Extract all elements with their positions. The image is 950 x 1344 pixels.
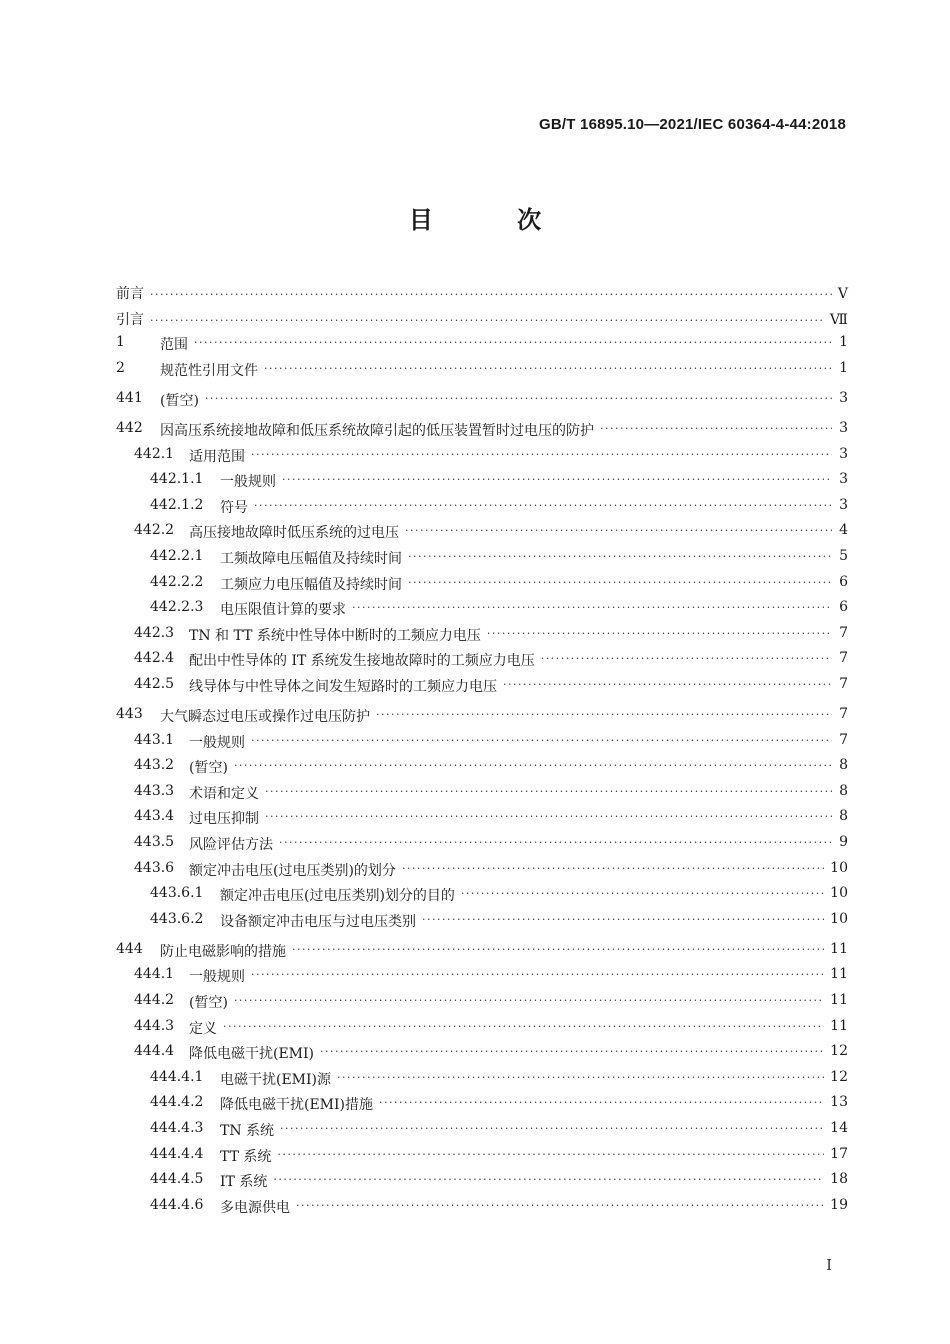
dot-leader xyxy=(194,336,832,349)
toc-entry[interactable] xyxy=(116,334,848,360)
toc-entry-text: 一般规则 xyxy=(189,969,245,986)
toc-entry-text: IT 系统 xyxy=(220,1174,268,1191)
dot-leader xyxy=(379,1096,824,1109)
toc-entry-label xyxy=(116,885,455,905)
toc-entry-number: 441 xyxy=(116,389,143,406)
toc-entry[interactable] xyxy=(116,885,848,911)
toc-entry-label xyxy=(116,757,228,777)
toc-entry-label xyxy=(116,676,497,696)
toc-entry-label xyxy=(116,783,259,803)
table-of-contents xyxy=(116,283,848,1222)
toc-entry[interactable] xyxy=(116,676,848,702)
toc-entry-text: 电磁干扰(EMI)源 xyxy=(220,1071,332,1088)
toc-entry-number: 442.3 xyxy=(134,624,175,641)
toc-entry[interactable] xyxy=(116,650,848,676)
toc-entry[interactable] xyxy=(116,420,848,446)
toc-entry[interactable] xyxy=(116,1120,848,1146)
dot-leader xyxy=(282,473,832,486)
toc-entry-page: 7 xyxy=(839,731,848,748)
dot-leader xyxy=(150,288,832,301)
toc-entry-page: 12 xyxy=(830,1043,848,1060)
toc-entry-number: 444.4 xyxy=(134,1043,175,1060)
toc-entry-text: 配出中性导体的 IT 系统发生接地故障时的工频应力电压 xyxy=(189,653,535,670)
dot-leader xyxy=(254,499,832,512)
toc-entry[interactable] xyxy=(116,360,848,386)
toc-entry-text: (暂空) xyxy=(189,995,228,1012)
toc-entry-label xyxy=(116,1120,274,1140)
toc-entry-page: 14 xyxy=(830,1120,848,1136)
toc-entry[interactable] xyxy=(116,757,848,783)
toc-entry-page: 7 xyxy=(839,706,848,722)
toc-entry[interactable] xyxy=(116,497,848,523)
toc-entry-page: V xyxy=(837,286,848,302)
toc-entry[interactable] xyxy=(116,1146,848,1172)
dot-leader xyxy=(408,550,832,563)
toc-entry-label xyxy=(116,360,258,380)
dot-leader xyxy=(265,785,832,798)
toc-entry-label xyxy=(116,860,396,880)
toc-entry-page: 8 xyxy=(839,757,848,774)
dot-leader xyxy=(541,652,832,665)
toc-entry-page: 3 xyxy=(839,419,848,436)
toc-entry-label xyxy=(116,522,399,542)
toc-entry[interactable] xyxy=(116,834,848,860)
toc-entry-text: 前言 xyxy=(116,286,144,302)
toc-entry[interactable] xyxy=(116,283,848,309)
toc-entry-number: 443.1 xyxy=(134,731,175,748)
toc-entry-number: 444.3 xyxy=(134,1017,175,1034)
toc-entry-page: 4 xyxy=(839,522,848,539)
toc-entry[interactable] xyxy=(116,1197,848,1223)
toc-entry-text: 符号 xyxy=(220,499,248,516)
toc-entry-number: 444 xyxy=(116,940,143,957)
dot-leader xyxy=(251,968,824,981)
toc-entry-text: 多电源供电 xyxy=(220,1199,290,1216)
toc-entry-text: 因高压系统接地故障和低压系统故障引起的低压装置暂时过电压的防护 xyxy=(160,422,594,439)
dot-leader xyxy=(405,524,832,537)
toc-entry[interactable] xyxy=(116,732,848,758)
toc-entry-text: 额定冲击电压(过电压类别)的划分 xyxy=(189,862,396,879)
toc-entry-number: 443.3 xyxy=(134,782,175,799)
toc-entry-text: 降低电磁干扰(EMI) xyxy=(189,1046,315,1063)
toc-entry-number: 442.2.1 xyxy=(150,547,204,564)
dot-leader xyxy=(279,836,832,849)
toc-entry-number: 444.2 xyxy=(134,992,175,1009)
toc-entry-page: 6 xyxy=(839,599,848,616)
toc-entry[interactable] xyxy=(116,966,848,992)
toc-entry-text: 术语和定义 xyxy=(189,785,259,802)
toc-entry[interactable] xyxy=(116,390,848,416)
toc-entry-label xyxy=(116,1094,373,1114)
toc-entry-page: 7 xyxy=(839,650,848,667)
toc-entry-label xyxy=(116,732,245,752)
toc-entry-number: 442.5 xyxy=(134,675,175,692)
toc-entry-label xyxy=(116,808,259,828)
toc-entry-label xyxy=(116,1043,314,1063)
toc-entry-page: 10 xyxy=(830,859,848,876)
toc-entry-text: 风险评估方法 xyxy=(189,836,273,853)
dot-leader xyxy=(273,1173,824,1186)
toc-entry-label xyxy=(116,834,273,854)
toc-entry-text: 规范性引用文件 xyxy=(160,362,258,379)
toc-entry-page: 3 xyxy=(839,471,848,488)
toc-entry[interactable] xyxy=(116,309,848,335)
dot-leader xyxy=(503,678,832,691)
toc-entry[interactable] xyxy=(116,548,848,574)
toc-entry-number: 442 xyxy=(116,419,143,436)
dot-leader xyxy=(251,448,832,461)
toc-entry-number: 444.4.2 xyxy=(150,1094,204,1111)
dot-leader xyxy=(265,810,832,823)
toc-entry-number: 444.4.3 xyxy=(150,1120,204,1136)
toc-entry-label xyxy=(116,1171,267,1191)
toc-entry-page: 1 xyxy=(839,359,848,376)
toc-entry[interactable] xyxy=(116,783,848,809)
toc-entry-page: 8 xyxy=(839,808,848,825)
toc-entry-page: 5 xyxy=(839,547,848,564)
toc-entry-page: 7 xyxy=(839,675,848,692)
dot-leader xyxy=(223,1020,824,1033)
toc-entry-label xyxy=(116,706,370,726)
toc-entry-label xyxy=(116,309,144,329)
toc-entry[interactable] xyxy=(116,706,848,732)
toc-entry-number: 442.2.3 xyxy=(150,599,204,616)
toc-entry-text: 定义 xyxy=(189,1020,217,1037)
toc-entry-number: 442.1.2 xyxy=(150,496,204,513)
toc-entry-label xyxy=(116,283,144,303)
toc-entry-label xyxy=(116,599,346,619)
dot-leader xyxy=(150,314,824,327)
toc-entry-number: 443 xyxy=(116,706,143,722)
toc-entry-label xyxy=(116,941,286,961)
toc-entry-text: 引言 xyxy=(116,311,144,328)
toc-entry-label xyxy=(116,334,188,354)
toc-entry[interactable] xyxy=(116,860,848,886)
toc-entry-label xyxy=(116,574,402,594)
toc-entry-text: 一般规则 xyxy=(220,474,276,491)
dot-leader xyxy=(205,392,832,405)
toc-entry-number: 2 xyxy=(116,359,125,376)
toc-entry-text: TT 系统 xyxy=(220,1148,272,1165)
toc-entry-label xyxy=(116,497,248,517)
toc-entry-page: 11 xyxy=(830,1017,848,1034)
toc-entry-text: 防止电磁影响的措施 xyxy=(160,943,286,960)
toc-entry-page: 3 xyxy=(839,496,848,513)
toc-entry-page: 1 xyxy=(839,334,848,351)
toc-entry-page: 18 xyxy=(830,1171,848,1188)
toc-entry-text: (暂空) xyxy=(189,760,228,777)
dot-leader xyxy=(264,362,832,375)
dot-leader xyxy=(408,576,832,589)
toc-entry-number: 444.4.4 xyxy=(150,1145,204,1162)
page-title: 目 次 xyxy=(408,206,580,234)
toc-entry-label xyxy=(116,911,416,931)
toc-entry[interactable] xyxy=(116,1043,848,1069)
toc-entry-text: (暂空) xyxy=(160,392,199,409)
toc-entry[interactable] xyxy=(116,911,848,937)
toc-entry-page: 19 xyxy=(830,1196,848,1213)
toc-entry-label xyxy=(116,1197,290,1217)
dot-leader xyxy=(280,1122,824,1135)
toc-entry-page: 11 xyxy=(830,992,848,1009)
toc-entry-label xyxy=(116,992,228,1012)
toc-entry-page: 7 xyxy=(839,624,848,641)
toc-entry-number: 442.2 xyxy=(134,522,175,539)
toc-entry-number: 444.1 xyxy=(134,966,175,983)
toc-entry-page: 11 xyxy=(830,940,848,957)
toc-entry-label xyxy=(116,471,276,491)
toc-entry-page: 9 xyxy=(839,833,848,850)
toc-entry-page: Ⅶ xyxy=(829,311,848,328)
toc-entry[interactable] xyxy=(116,1171,848,1197)
toc-entry[interactable] xyxy=(116,471,848,497)
toc-entry-label xyxy=(116,1146,271,1166)
toc-entry-text: 高压接地故障时低压系统的过电压 xyxy=(189,525,399,542)
toc-entry-number: 442.1.1 xyxy=(150,471,204,488)
dot-leader xyxy=(600,422,832,435)
dot-leader xyxy=(292,943,824,956)
toc-entry-page: 11 xyxy=(830,966,848,983)
dot-leader xyxy=(234,994,824,1007)
dot-leader xyxy=(402,862,824,875)
page-number: I xyxy=(826,1256,832,1274)
toc-entry-page: 3 xyxy=(839,389,848,406)
toc-entry-number: 443.6 xyxy=(134,859,175,876)
toc-entry-text: 线导体与中性导体之间发生短路时的工频应力电压 xyxy=(189,678,497,695)
toc-entry-page: 8 xyxy=(839,782,848,799)
toc-entry[interactable] xyxy=(116,941,848,967)
toc-entry-number: 443.4 xyxy=(134,808,175,825)
toc-entry-page: 6 xyxy=(839,573,848,590)
toc-entry-text: 一般规则 xyxy=(189,734,245,751)
toc-entry-text: 范围 xyxy=(160,337,188,354)
toc-entry-text: 额定冲击电压(过电压类别)划分的目的 xyxy=(220,888,455,905)
dot-leader xyxy=(277,1148,824,1161)
toc-entry-text: 工频故障电压幅值及持续时间 xyxy=(220,550,402,567)
toc-entry-label xyxy=(116,966,245,986)
toc-entry-page: 10 xyxy=(830,910,848,927)
toc-entry-label xyxy=(116,650,535,670)
dot-leader xyxy=(376,708,832,721)
toc-entry-page: 13 xyxy=(830,1094,848,1111)
toc-entry-number: 442.2.2 xyxy=(150,573,204,590)
dot-leader xyxy=(296,1199,824,1212)
dot-leader xyxy=(487,627,832,640)
toc-entry-number: 1 xyxy=(116,334,125,351)
toc-entry[interactable] xyxy=(116,522,848,548)
toc-entry-number: 444.4.1 xyxy=(150,1068,204,1085)
toc-entry[interactable] xyxy=(116,992,848,1018)
toc-entry-number: 443.6.1 xyxy=(150,885,204,902)
toc-entry-number: 443.6.2 xyxy=(150,910,204,927)
toc-entry-text: 过电压抑制 xyxy=(189,811,259,828)
standard-code: GB/T 16895.10—2021/IEC 60364-4-44:2018 xyxy=(539,116,846,133)
toc-entry-page: 17 xyxy=(830,1145,848,1162)
toc-entry-text: TN 和 TT 系统中性导体中断时的工频应力电压 xyxy=(189,627,481,644)
toc-entry[interactable] xyxy=(116,625,848,651)
toc-entry-label xyxy=(116,1069,331,1089)
toc-entry-text: 设备额定冲击电压与过电压类别 xyxy=(220,913,416,930)
toc-entry-number: 442.4 xyxy=(134,650,175,667)
toc-entry-label xyxy=(116,446,245,466)
toc-entry[interactable] xyxy=(116,574,848,600)
toc-entry[interactable] xyxy=(116,808,848,834)
toc-entry-number: 444.4.6 xyxy=(150,1196,204,1213)
toc-entry-text: 适用范围 xyxy=(189,448,245,465)
toc-entry-text: 大气瞬态过电压或操作过电压防护 xyxy=(160,709,370,725)
toc-entry-number: 442.1 xyxy=(134,445,175,462)
dot-leader xyxy=(320,1045,824,1058)
toc-entry-number: 443.2 xyxy=(134,757,175,774)
toc-entry[interactable] xyxy=(116,1018,848,1044)
toc-entry-label xyxy=(116,548,402,568)
toc-entry[interactable] xyxy=(116,1094,848,1120)
toc-entry-page: 3 xyxy=(839,445,848,462)
toc-entry-page: 10 xyxy=(830,885,848,902)
toc-entry-number: 444.4.5 xyxy=(150,1171,204,1188)
dot-leader xyxy=(234,759,832,772)
dot-leader xyxy=(422,913,824,926)
toc-entry-text: 工频应力电压幅值及持续时间 xyxy=(220,576,402,593)
dot-leader xyxy=(251,734,832,747)
dot-leader xyxy=(352,601,832,614)
toc-entry[interactable] xyxy=(116,1069,848,1095)
dot-leader xyxy=(461,887,824,900)
toc-entry-label xyxy=(116,625,481,645)
toc-entry-label xyxy=(116,390,199,410)
toc-entry-page: 12 xyxy=(830,1068,848,1085)
toc-entry-label xyxy=(116,420,594,440)
toc-entry[interactable] xyxy=(116,446,848,472)
dot-leader xyxy=(337,1071,824,1084)
toc-entry-text: 降低电磁干扰(EMI)措施 xyxy=(220,1097,374,1114)
toc-entry-label xyxy=(116,1018,217,1038)
toc-entry-number: 443.5 xyxy=(134,833,175,850)
toc-entry-text: TN 系统 xyxy=(220,1123,275,1139)
toc-entry[interactable] xyxy=(116,599,848,625)
toc-entry-text: 电压限值计算的要求 xyxy=(220,602,346,619)
